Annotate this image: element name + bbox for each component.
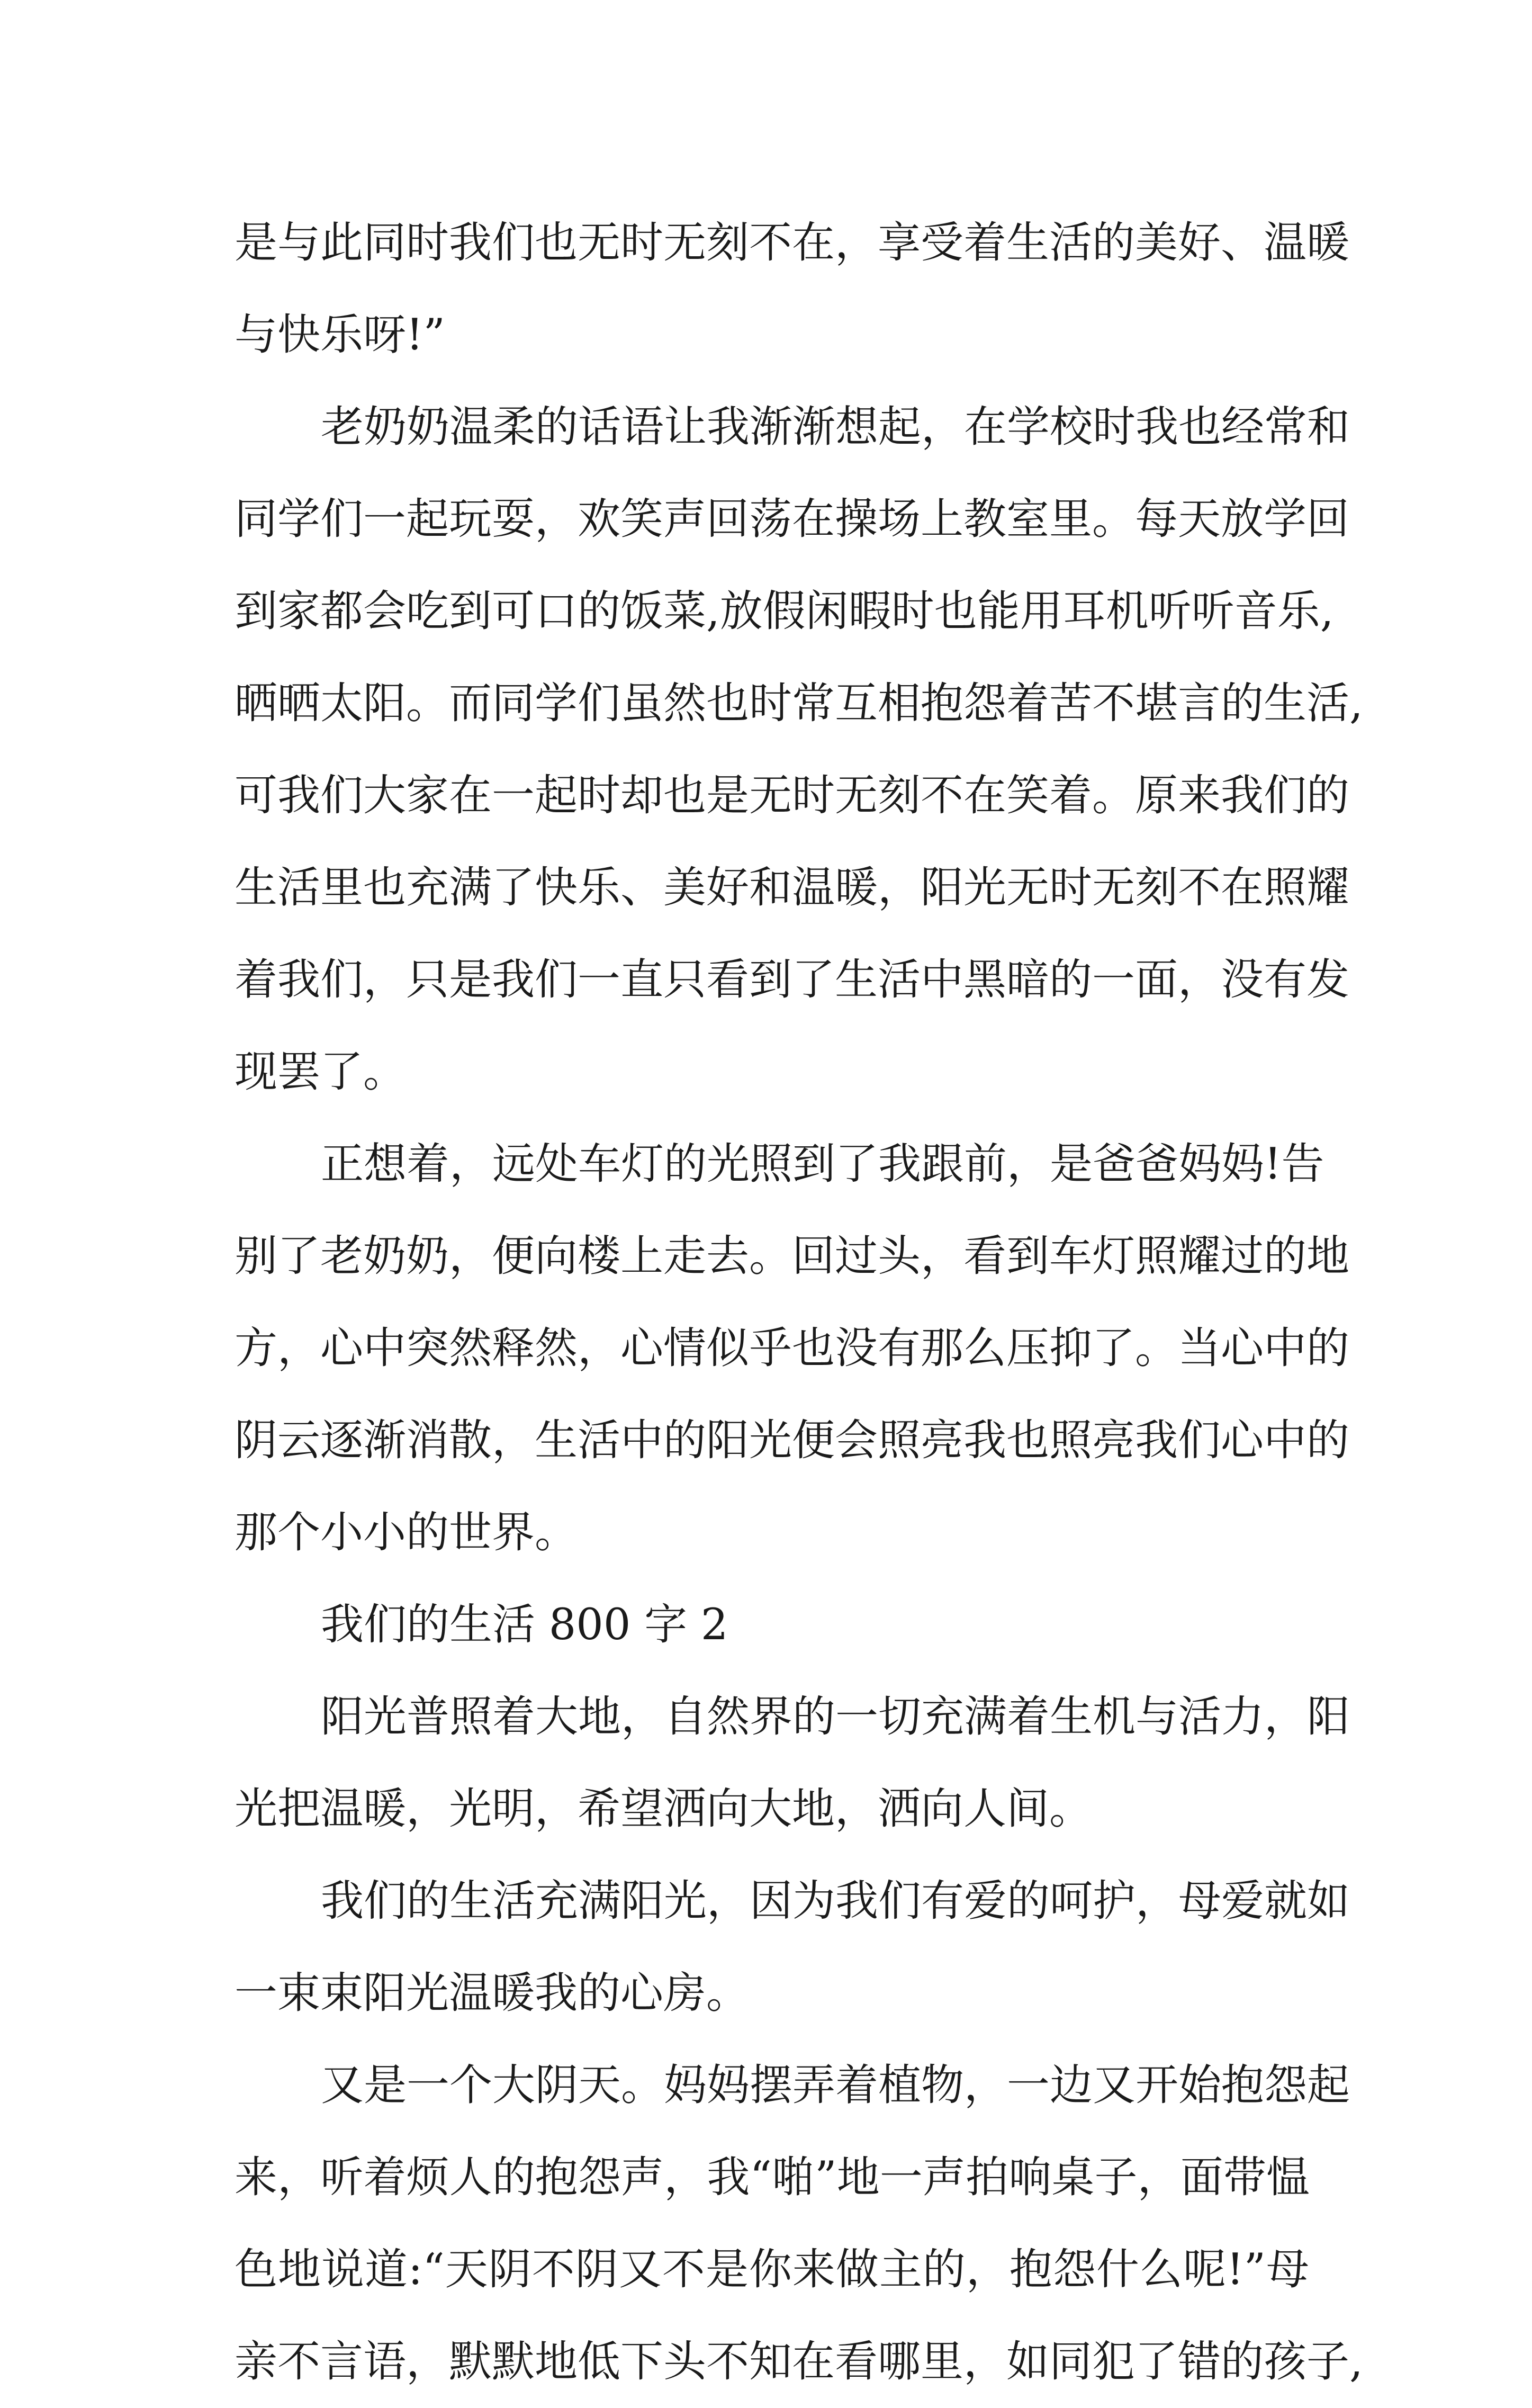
- text-line: 是与此同时我们也无时无刻不在，享受着生活的美好、温暖: [235, 218, 1350, 268]
- text-line: 亲不言语，默默地低下头不知在看哪里，如同犯了错的孩子,: [235, 2337, 1363, 2387]
- text-line: 来，听着烦人的抱怨声，我“啪”地一声拍响桌子，面带愠: [235, 2153, 1309, 2203]
- text-line: 晒晒太阳。而同学们虽然也时常互相抱怨着苦不堪言的生活,: [235, 679, 1363, 729]
- text-line: 同学们一起玩耍，欢笑声回荡在操场上教室里。每天放学回: [235, 495, 1350, 544]
- text-line: 光把温暖，光明，希望洒向大地，洒向人间。: [235, 1784, 1093, 1834]
- paragraph-first-line: 又是一个大阴天。妈妈摆弄着植物，一边又开始抱怨起: [321, 2061, 1350, 2110]
- paragraph-first-line: 正想着，远处车灯的光照到了我跟前，是爸爸妈妈!告: [321, 1139, 1324, 1189]
- paragraph-first-line: 阳光普照着大地，自然界的一切充满着生机与活力，阳: [321, 1692, 1350, 1742]
- text-line: 与快乐呀!”: [235, 310, 445, 360]
- text-line: 到家都会吃到可口的饭菜,放假闲暇时也能用耳机听听音乐,: [235, 587, 1334, 636]
- section-heading: 我们的生活 800 字 2: [321, 1600, 728, 1650]
- text-line: 可我们大家在一起时却也是无时无刻不在笑着。原来我们的: [235, 771, 1350, 821]
- text-line: 阴云逐渐消散，生活中的阳光便会照亮我也照亮我们心中的: [235, 1416, 1350, 1466]
- text-line: 色地说道:“天阴不阴又不是你来做主的，抱怨什么呢!”母: [235, 2245, 1309, 2295]
- paragraph-first-line: 我们的生活充满阳光，因为我们有爱的呵护，母爱就如: [321, 1876, 1350, 1926]
- text-line: 现罢了。: [235, 1047, 407, 1097]
- text-line: 着我们，只是我们一直只看到了生活中黑暗的一面，没有发: [235, 955, 1350, 1005]
- body-text: [235, 197, 1363, 2408]
- text-line: 别了老奶奶，便向楼上走去。回过头，看到车灯照耀过的地: [235, 1232, 1350, 1281]
- text-line: 那个小小的世界。: [235, 1508, 578, 1558]
- text-line: 生活里也充满了快乐、美好和温暖，阳光无时无刻不在照耀: [235, 863, 1350, 913]
- text-line: 方，心中突然释然，心情似乎也没有那么压抑了。当心中的: [235, 1324, 1350, 1373]
- paragraph-first-line: 老奶奶温柔的话语让我渐渐想起，在学校时我也经常和: [321, 402, 1350, 452]
- text-line: 一束束阳光温暖我的心房。: [235, 1969, 750, 2018]
